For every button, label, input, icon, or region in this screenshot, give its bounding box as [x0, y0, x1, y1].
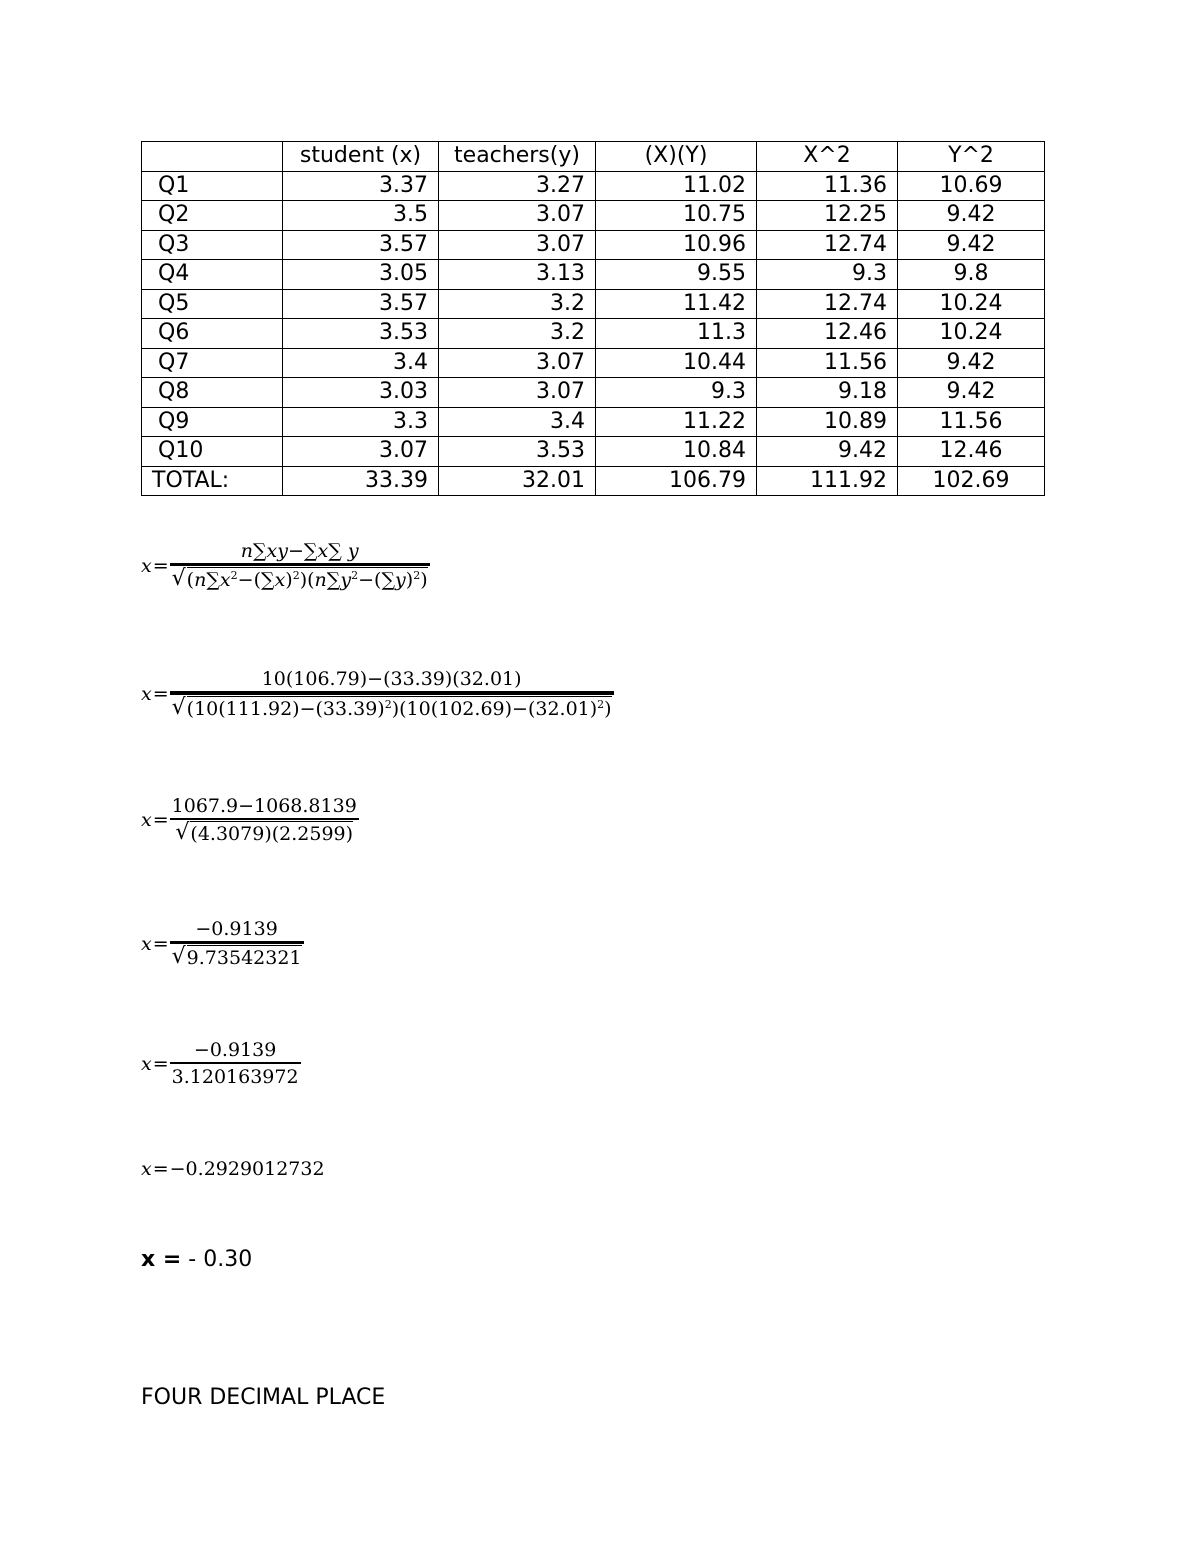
step3-fraction	[170, 795, 359, 845]
table-total-row	[142, 466, 1045, 496]
row-label: Q4	[142, 260, 283, 290]
cell-y-squared: 9.42	[898, 201, 1045, 231]
result-step	[141, 1158, 325, 1180]
row-label: Q9	[142, 407, 283, 437]
row-label: Q3	[142, 230, 283, 260]
step5-fraction	[170, 1039, 301, 1089]
formula-fraction	[170, 540, 430, 591]
final-answer	[141, 1246, 252, 1274]
step5-denominator: 3.120163972	[171, 1066, 299, 1088]
cell-student-x: 3.3	[283, 407, 439, 437]
cell-student-x: 3.37	[283, 171, 439, 201]
step3-numerator: 1067.9−1068.8139	[171, 795, 357, 817]
final-answer-value: - 0.30	[181, 1247, 253, 1272]
step3-denominator: √ (4.3079)(2.2599)	[175, 820, 354, 845]
cell-student-x: 3.53	[283, 319, 439, 349]
cell-x-squared: 111.92	[757, 466, 898, 496]
equals-sign: =	[152, 1158, 169, 1180]
equals-sign: =	[152, 809, 169, 831]
step2-lhs: x	[141, 683, 152, 705]
cell-x-squared: 9.18	[757, 378, 898, 408]
final-answer-lhs: x =	[141, 1247, 182, 1272]
equals-sign: =	[152, 932, 169, 955]
equals-sign: =	[152, 683, 169, 705]
row-label: Q2	[142, 201, 283, 231]
cell-xy: 11.22	[596, 407, 757, 437]
cell-y-squared: 102.69	[898, 466, 1045, 496]
cell-x-squared: 12.74	[757, 230, 898, 260]
cell-student-x: 3.07	[283, 437, 439, 467]
header-cell-empty	[142, 142, 283, 172]
cell-y-squared: 11.56	[898, 407, 1045, 437]
decimal-place-note: FOUR DECIMAL PLACE	[141, 1385, 386, 1410]
formula-lhs: x	[141, 554, 152, 577]
equals-sign: =	[152, 1053, 169, 1075]
division-step	[141, 1039, 301, 1089]
cell-teachers-y: 3.07	[439, 378, 596, 408]
cell-x-squared: 9.42	[757, 437, 898, 467]
correlation-formula	[141, 540, 430, 591]
cell-x-squared: 12.46	[757, 319, 898, 349]
cell-student-x: 3.57	[283, 289, 439, 319]
cell-teachers-y: 3.27	[439, 171, 596, 201]
table-row	[142, 348, 1045, 378]
cell-x-squared: 11.56	[757, 348, 898, 378]
cell-teachers-y: 32.01	[439, 466, 596, 496]
step6-lhs: x	[141, 1158, 152, 1180]
row-label: Q10	[142, 437, 283, 467]
substitution-step	[141, 668, 614, 720]
table-header-row	[142, 142, 1045, 172]
row-label: Q6	[142, 319, 283, 349]
row-label: Q7	[142, 348, 283, 378]
radical-step	[141, 918, 304, 969]
step5-lhs: x	[141, 1053, 152, 1075]
cell-y-squared: 10.69	[898, 171, 1045, 201]
step4-numerator: −0.9139	[195, 918, 278, 940]
step4-lhs: x	[141, 932, 152, 955]
cell-teachers-y: 3.2	[439, 289, 596, 319]
cell-student-x: 3.57	[283, 230, 439, 260]
cell-teachers-y: 3.07	[439, 348, 596, 378]
cell-xy: 9.3	[596, 378, 757, 408]
step5-numerator: −0.9139	[193, 1039, 277, 1061]
cell-xy: 10.75	[596, 201, 757, 231]
row-label: Q1	[142, 171, 283, 201]
cell-y-squared: 9.8	[898, 260, 1045, 290]
cell-x-squared: 11.36	[757, 171, 898, 201]
table-row	[142, 201, 1045, 231]
formula-numerator: n∑xy−∑x∑ y	[240, 540, 359, 562]
table-row	[142, 407, 1045, 437]
cell-xy: 11.02	[596, 171, 757, 201]
cell-x-squared: 12.25	[757, 201, 898, 231]
table-row	[142, 437, 1045, 467]
row-label: Q8	[142, 378, 283, 408]
statistics-table	[141, 141, 1045, 496]
cell-teachers-y: 3.07	[439, 230, 596, 260]
cell-y-squared: 10.24	[898, 289, 1045, 319]
step2-fraction	[170, 668, 614, 720]
table-row	[142, 230, 1045, 260]
row-label: Q5	[142, 289, 283, 319]
cell-xy: 10.96	[596, 230, 757, 260]
step2-numerator: 10(106.79)−(33.39)(32.01)	[261, 668, 522, 690]
table-row	[142, 289, 1045, 319]
cell-xy: 11.42	[596, 289, 757, 319]
cell-teachers-y: 3.53	[439, 437, 596, 467]
cell-student-x: 33.39	[283, 466, 439, 496]
row-label: TOTAL:	[142, 466, 283, 496]
cell-teachers-y: 3.07	[439, 201, 596, 231]
table-row	[142, 260, 1045, 290]
cell-student-x: 3.4	[283, 348, 439, 378]
step2-denominator: √ $(10(111.92)-(33.39)^2)(10(102.69)-(32.01)^2)$	[171, 695, 612, 720]
header-student-x: student (x)	[283, 142, 439, 172]
step4-denominator: √ 9.73542321	[171, 944, 302, 969]
cell-x-squared: 12.74	[757, 289, 898, 319]
table-row	[142, 319, 1045, 349]
cell-y-squared: 10.24	[898, 319, 1045, 349]
step6-rhs: −0.2929012732	[169, 1158, 325, 1180]
table-row	[142, 171, 1045, 201]
header-y-squared: Y^2	[898, 142, 1045, 172]
cell-student-x: 3.05	[283, 260, 439, 290]
header-x-squared: X^2	[757, 142, 898, 172]
table-row	[142, 378, 1045, 408]
cell-xy: 10.84	[596, 437, 757, 467]
cell-xy: 10.44	[596, 348, 757, 378]
cell-xy: 9.55	[596, 260, 757, 290]
cell-student-x: 3.03	[283, 378, 439, 408]
header-xy: (X)(Y)	[596, 142, 757, 172]
simplification-step	[141, 795, 359, 845]
cell-y-squared: 9.42	[898, 378, 1045, 408]
step4-fraction	[170, 918, 304, 969]
cell-teachers-y: 3.2	[439, 319, 596, 349]
formula-denominator: √ $(n\sum x^2-(\sum x)^2)(n\sum y^2-(\sum y)^2)$	[171, 566, 428, 591]
cell-y-squared: 9.42	[898, 230, 1045, 260]
cell-teachers-y: 3.13	[439, 260, 596, 290]
cell-y-squared: 9.42	[898, 348, 1045, 378]
step3-lhs: x	[141, 809, 152, 831]
cell-y-squared: 12.46	[898, 437, 1045, 467]
cell-xy: 106.79	[596, 466, 757, 496]
cell-xy: 11.3	[596, 319, 757, 349]
cell-x-squared: 9.3	[757, 260, 898, 290]
equals-sign: =	[152, 554, 169, 577]
header-teachers-y: teachers(y)	[439, 142, 596, 172]
cell-x-squared: 10.89	[757, 407, 898, 437]
cell-student-x: 3.5	[283, 201, 439, 231]
cell-teachers-y: 3.4	[439, 407, 596, 437]
